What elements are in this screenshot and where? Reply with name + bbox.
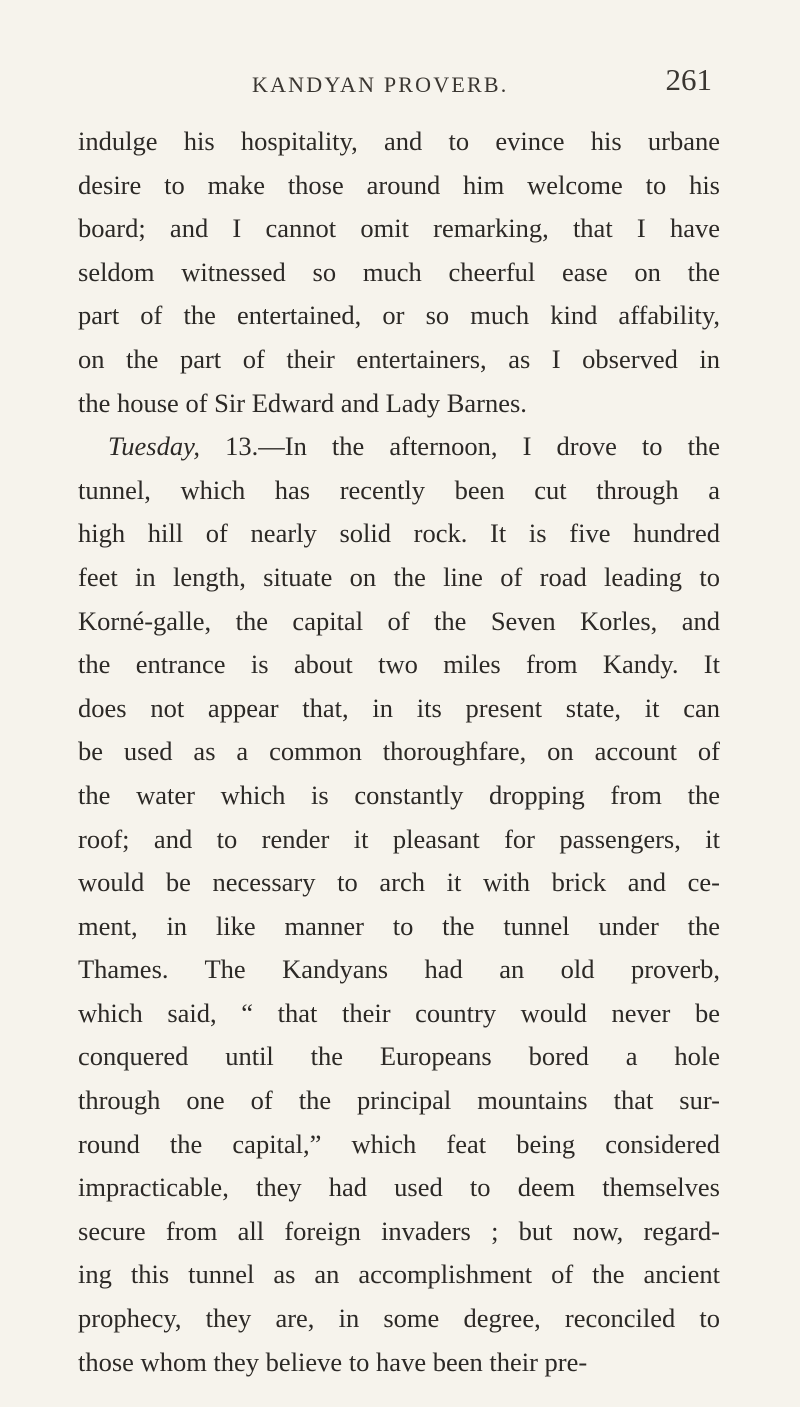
text-line: roof; and to render it pleasant for passengers, it — [78, 823, 720, 854]
text-line: which said, “ that their country would never be — [78, 997, 720, 1028]
text-line: on the part of their entertainers, as I observed in — [78, 343, 720, 374]
text-line: the water which is constantly dropping from the — [78, 779, 720, 810]
text-line: indulge his hospitality, and to evince his urbane — [78, 126, 720, 156]
text-line: desire to make those around him welcome to his — [78, 169, 720, 200]
text-line: conquered until the Europeans bored a hole — [78, 1041, 720, 1072]
text-line: would be necessary to arch it with brick and ce- — [78, 867, 720, 898]
text-line: does not appear that, in its present state, it can — [78, 692, 720, 723]
text-line: impracticable, they had used to deem themselves — [78, 1172, 720, 1203]
text-line: the entrance is about two miles from Kandy. It — [78, 649, 720, 680]
text-line: Thames. The Kandyans had an old proverb, — [78, 954, 720, 985]
text-line: prophecy, they are, in some degree, reconciled to — [78, 1303, 720, 1334]
page-number: 261 — [665, 62, 712, 97]
paragraph-first-line-rest: 13.—In the afternoon, I drove to the — [200, 431, 720, 462]
text-line: the house of Sir Edward and Lady Barnes. — [78, 387, 527, 418]
text-line: through one of the principal mountains that sur- — [78, 1085, 720, 1116]
text-line: those whom they believe to have been their pre- — [78, 1346, 588, 1377]
text-line: tunnel, which has recently been cut through a — [78, 474, 720, 505]
running-title: KANDYAN PROVERB. — [252, 72, 509, 97]
text-line: Korné-galle, the capital of the Seven Korles, and — [78, 605, 720, 636]
text-line: round the capital,” which feat being considered — [78, 1128, 720, 1159]
text-line: part of the entertained, or so much kind affability, — [78, 300, 720, 331]
date-italic: Tuesday, — [108, 431, 201, 462]
text-line: be used as a common thoroughfare, on account of — [78, 736, 720, 767]
text-line: ing this tunnel as an accomplishment of the ancient — [78, 1259, 720, 1290]
text-line: high hill of nearly solid rock. It is five hundred — [78, 518, 720, 549]
text-line: secure from all foreign invaders ; but now, regard- — [78, 1215, 720, 1246]
text-line: board; and I cannot omit remarking, that I have — [78, 213, 720, 244]
text-line: seldom witnessed so much cheerful ease on the — [78, 256, 720, 287]
body-text — [78, 120, 720, 1384]
text-line: feet in length, situate on the line of road leading to — [78, 561, 720, 592]
paragraph-first-line — [78, 425, 720, 469]
text-line: ment, in like manner to the tunnel under the — [78, 910, 720, 941]
